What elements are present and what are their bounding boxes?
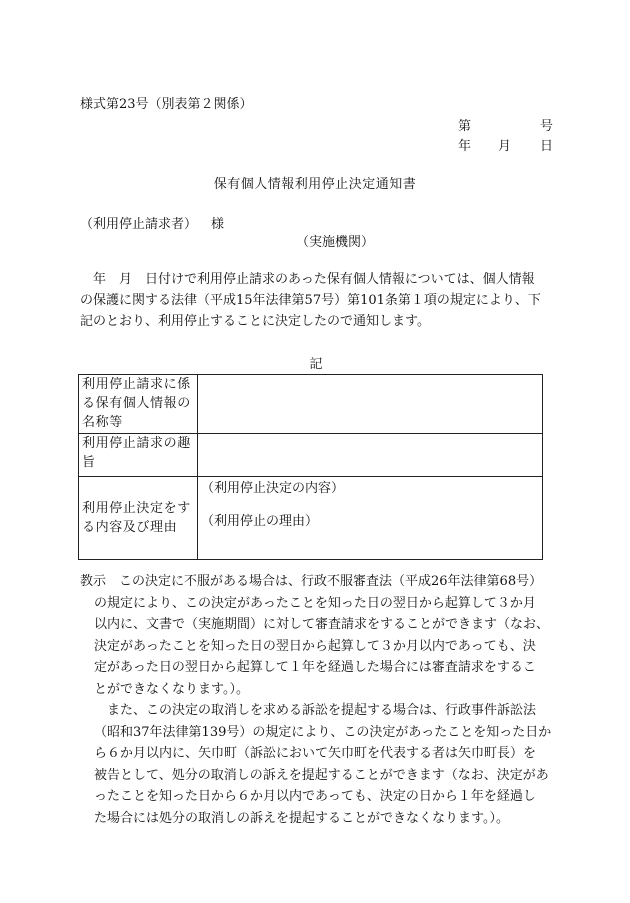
- year-label: 年: [458, 139, 472, 154]
- notice-line: とができなくなります。）。: [94, 681, 249, 697]
- decision-content-label: （利用停止決定の内容）: [201, 481, 345, 496]
- addressee-name: （利用停止請求者）: [80, 217, 198, 232]
- notice-line: （昭和37年法律第139号）の規定により、この決定があったことを知った日か: [94, 724, 552, 740]
- form-number: 様式第23号（別表第２関係）: [80, 97, 253, 112]
- day-label: 日: [540, 139, 554, 154]
- row-label-request-purpose: 利用停止請求の趣 旨: [79, 434, 198, 477]
- notice-line: た場合には処分の取消しの訴えを提起することができなくなります。）。: [94, 810, 509, 826]
- document-title: 保有個人情報利用停止決定通知書: [213, 177, 417, 192]
- appeal-notice: [80, 571, 560, 829]
- notice-line: ったことを知った日から６か月以内であっても、決定の日から１年を経過し: [94, 789, 536, 804]
- ki-heading: 記: [309, 357, 323, 372]
- notice-line: 教示 この決定に不服がある場合は、行政不服審査法（平成26年法律第68号）: [80, 574, 543, 589]
- row-value-decision: [198, 477, 543, 560]
- decision-reason-label: （利用停止の理由）: [201, 514, 319, 529]
- row-label-info-name: 利用停止請求に係 る保有個人情報の 名称等: [79, 375, 198, 434]
- month-label: 月: [498, 139, 512, 154]
- addressee-honorific: 様: [211, 217, 225, 232]
- row-value-request-purpose: [198, 434, 543, 477]
- notice-line: 被告として、処分の取消しの訴えを提起することができます（なお、決定があ: [94, 767, 549, 783]
- decision-table: [78, 374, 543, 560]
- table-row: [79, 434, 543, 477]
- addressee: [80, 216, 224, 234]
- body-line: の保護に関する法律（平成15年法律第57号）第101条第１項の規定により、下: [80, 293, 541, 308]
- body-paragraph: [80, 269, 555, 332]
- go-label: 号: [540, 119, 554, 134]
- notice-line: 以内に、文書で（実施期間）に対して審査請求をすることができます（なお、: [94, 617, 550, 632]
- row-label-decision: 利用停止決定をす る内容及び理由: [79, 477, 198, 560]
- notice-line: また、この決定の取消しを求める訴訟を提起する場合は、行政事件訴訟法: [94, 703, 537, 718]
- dai-label: 第: [458, 119, 472, 134]
- table-row: [79, 375, 543, 434]
- issuer: （実施機関）: [295, 235, 374, 250]
- body-line: 年 月 日付けで利用停止請求のあった保有個人情報については、個人情報: [80, 272, 535, 287]
- notice-line: ら６か月以内に、矢巾町（訴訟において矢巾町を代表する者は矢巾町長）を: [94, 746, 537, 761]
- row-value-info-name: [198, 375, 543, 434]
- notice-line: の規定により、この決定があったことを知った日の翌日から起算して３か月: [94, 595, 536, 611]
- table-row: [79, 477, 543, 560]
- notice-line: 定があった日の翌日から起算して１年を経過した場合には審査請求をするこ: [94, 660, 536, 675]
- body-line: 記のとおり、利用停止することに決定したので通知します。: [80, 314, 430, 329]
- notice-line: 決定があったことを知った日の翌日から起算して３か月以内であっても、決: [94, 638, 536, 654]
